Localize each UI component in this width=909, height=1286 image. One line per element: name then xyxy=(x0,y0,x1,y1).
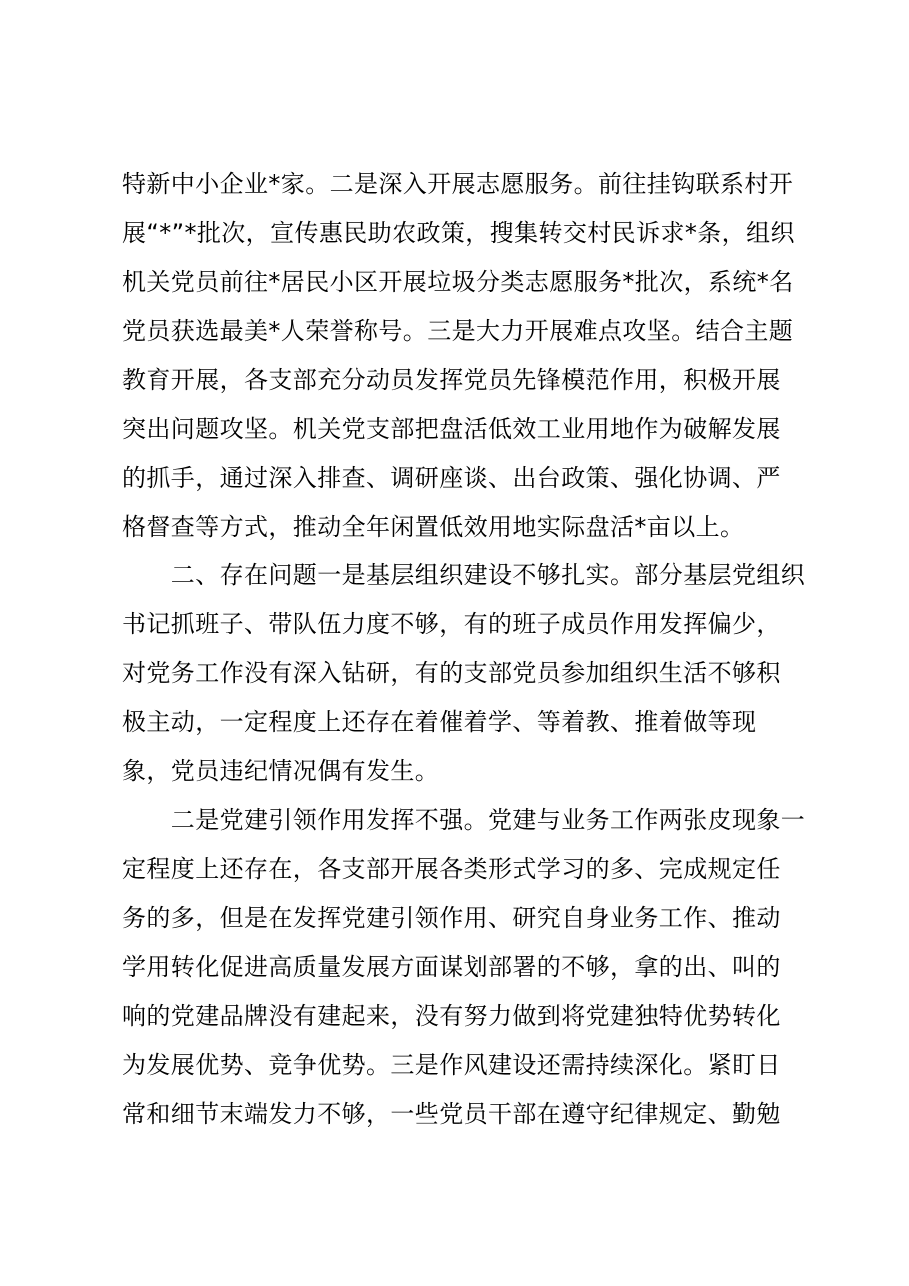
text-line: 学用转化促进高质量发展方面谋划部署的不够，拿的出、叫的 xyxy=(122,953,781,981)
text-line: 象，党员违纪情况偶有发生。 xyxy=(122,757,440,785)
text-line: 响的党建品牌没有建起来，没有努力做到将党建独特优势转化 xyxy=(122,1002,781,1030)
text-line: 突出问题攻坚。机关党支部把盘活低效工业用地作为破解发展 xyxy=(122,415,781,443)
text-line: 为发展优势、竞争优势。三是作风建设还需持续深化。紧盯日 xyxy=(122,1051,781,1079)
text-line: 二是党建引领作用发挥不强。党建与业务工作两张皮现象一 xyxy=(122,806,806,834)
text-line: 常和细节末端发力不够，一些党员干部在遵守纪律规定、勤勉 xyxy=(122,1100,781,1128)
text-line: 极主动，一定程度上还存在着催着学、等着教、推着做等现 xyxy=(122,708,757,736)
text-line: 党员获选最美*人荣誉称号。三是大力开展难点攻坚。结合主题 xyxy=(122,317,794,345)
text-line: 机关党员前往*居民小区开展垃圾分类志愿服务*批次，系统*名 xyxy=(122,268,794,296)
text-line: 务的多，但是在发挥党建引领作用、研究自身业务工作、推动 xyxy=(122,904,781,932)
text-line: 展“*”*批次，宣传惠民助农政策，搜集转交村民诉求*条，组织 xyxy=(122,219,795,247)
text-line: 书记抓班子、带队伍力度不够，有的班子成员作用发挥偏少， xyxy=(122,610,781,638)
paragraph-achievements xyxy=(122,160,802,552)
paragraph-problems-organization xyxy=(122,551,806,796)
text-line: 对党务工作没有深入钻研，有的支部党员参加组织生活不够积 xyxy=(122,659,781,687)
text-line: 二、存在问题一是基层组织建设不够扎实。部分基层党组织 xyxy=(122,561,806,589)
paragraph-problems-leadership xyxy=(122,796,806,1139)
text-line: 的抓手，通过深入排查、调研座谈、出台政策、强化协调、严 xyxy=(122,464,781,492)
text-line: 格督查等方式，推动全年闲置低效用地实际盘活*亩以上。 xyxy=(122,513,745,541)
text-line: 教育开展，各支部充分动员发挥党员先锋模范作用，积极开展 xyxy=(122,366,781,394)
text-line: 特新中小企业*家。二是深入开展志愿服务。前往挂钩联系村开 xyxy=(122,170,794,198)
text-line: 定程度上还存在，各支部开展各类形式学习的多、完成规定任 xyxy=(122,855,781,883)
